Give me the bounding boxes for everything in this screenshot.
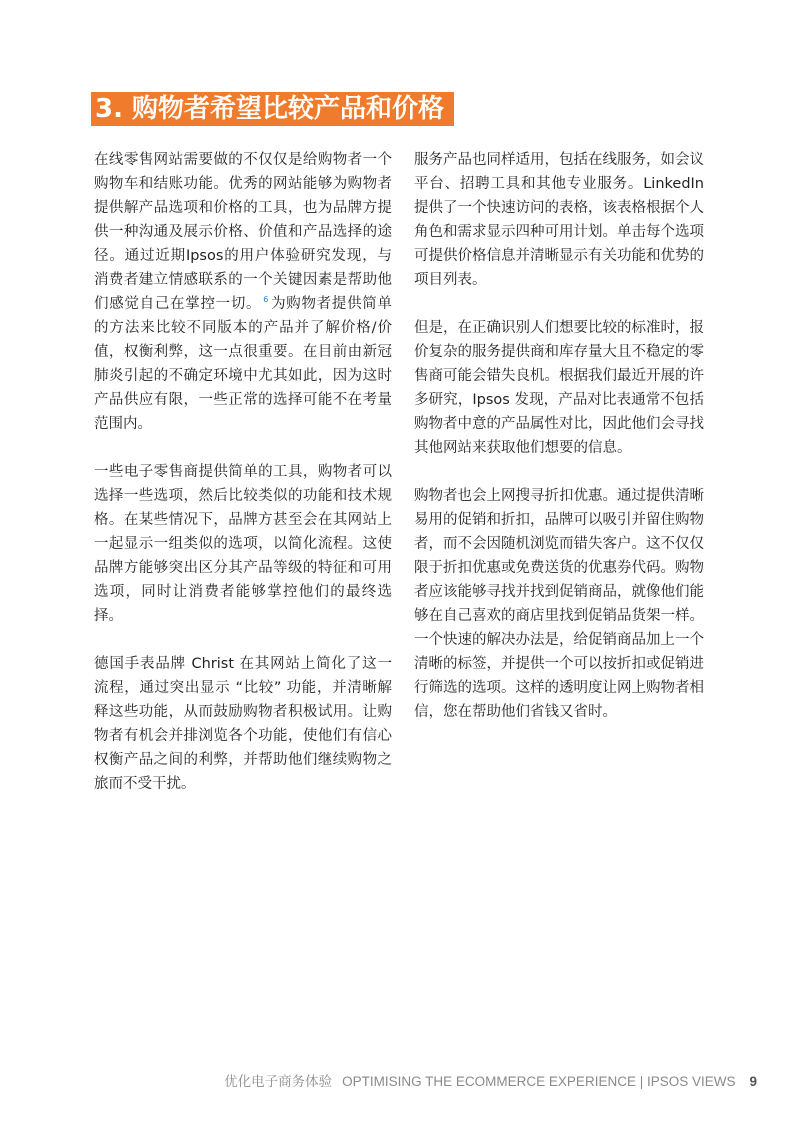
page-footer (224, 1070, 757, 1090)
left-paragraph-1-text-a: 在线零售网站需要做的不仅仅是给购物者一个购物车和结账功能。优秀的网站能够为购物者提供解产品选项和价格的工具，也为品牌方提供一种沟通及展示价格、价值和产品选择的途径。通过近期Ipsos的用户体验研究发现，与消费者建立情感联系的一个关键因素是帮助他们感觉自己在掌控一切。 (94, 152, 392, 312)
footer-chinese-title: 优化电子商务体验 (224, 1074, 333, 1089)
footnote-marker[interactable]: 6 (263, 295, 269, 305)
right-paragraph-2: 但是，在正确识别人们想要比较的标准时，报价复杂的服务提供商和库存量大且不稳定的零售商可能会错失良机。根据我们最近开展的许多研究，Ipsos 发现，产品对比表通常不包括购物者中意的产品属性对比，因此他们会寻找其他网站来获取他们想要的信息。 (414, 320, 704, 456)
right-column (414, 148, 704, 748)
section-heading: 3. 购物者希望比较产品和价格 (91, 92, 454, 126)
footer-english-title: OPTIMISING THE ECOMMERCE EXPERIENCE | IPSOS VIEWS (342, 1074, 736, 1089)
left-paragraph-1 (94, 148, 392, 436)
right-paragraph-1: 服务产品也同样适用，包括在线服务，如会议平台、招聘工具和其他专业服务。LinkedIn提供了一个快速访问的表格，该表格根据个人角色和需求显示四种可用计划。单击每个选项可提供价格信息并清晰显示有关功能和优势的项目列表。 (414, 152, 704, 288)
left-column (94, 148, 392, 820)
left-paragraph-3: 德国手表品牌 Christ 在其网站上简化了这一流程，通过突出显示 “比较” 功能，并清晰解释这些功能，从而鼓励购物者积极试用。让购物者有机会并排浏览各个功能，使他们有信心权衡产品之间的利弊，并帮助他们继续购物之旅而不受干扰。 (94, 656, 392, 792)
page-number: 9 (749, 1074, 757, 1089)
left-paragraph-1-text-b: 为购物者提供简单的方法来比较不同版本的产品并了解价格/价值，权衡利弊，这一点很重要。在目前由新冠肺炎引起的不确定环境中尤其如此，因为这时产品供应有限，一些正常的选择可能不在考量范围内。 (94, 296, 393, 432)
right-paragraph-3: 购物者也会上网搜寻折扣优惠。通过提供清晰易用的促销和折扣，品牌可以吸引并留住购物者，而不会因随机浏览而错失客户。这不仅仅限于折扣优惠或免费送货的优惠券代码。购物者应该能够寻找并找到促销商品，就像他们能够在自己喜欢的商店里找到促销品货架一样。一个快速的解决办法是，给促销商品加上一个清晰的标签，并提供一个可以按折扣或促销进行筛选的选项。这样的透明度让网上购物者相信，您在帮助他们省钱又省时。 (414, 488, 704, 720)
left-paragraph-2: 一些电子零售商提供简单的工具，购物者可以选择一些选项，然后比较类似的功能和技术规格。在某些情况下，品牌方甚至会在其网站上一起显示一组类似的选项，以简化流程。这使品牌方能够突出区分其产品等级的特征和可用选项，同时让消费者能够掌控他们的最终选择。 (94, 464, 392, 624)
